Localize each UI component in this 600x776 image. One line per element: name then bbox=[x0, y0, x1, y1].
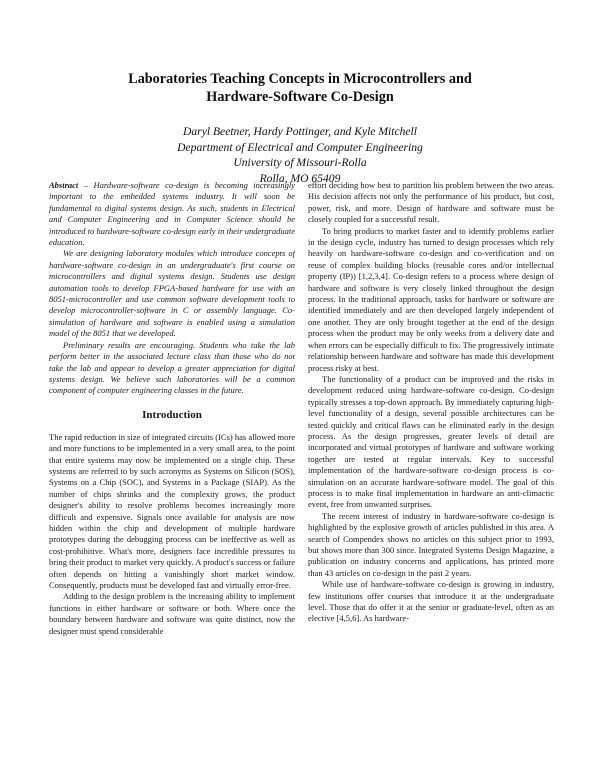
section-heading-introduction: Introduction bbox=[142, 408, 202, 421]
abstract-paragraph-1: Abstract – Hardware-software co-design is becoming increasingly important to the embedded systems industry. It will soon be fundamental to digital systems design. As such, students in Electrical and Computer Engineering and in Computer Science should be introduced to hardware-software co-design early in their undergraduate education. bbox=[49, 180, 295, 248]
author-department: Department of Electrical and Computer Engineering bbox=[177, 140, 423, 154]
abstract-paragraph-3: Preliminary results are encouraging. Students who take the lab perform better in the associated lecture class than those who do not take the lab and appear to develop a greater appreciation for digital systems design. We believe such laboratories will be a common component of computer engineering classes in the future. bbox=[49, 339, 295, 396]
left-column bbox=[49, 180, 295, 750]
paper-title bbox=[40, 70, 560, 106]
intro-paragraph-2: Adding to the design problem is the increasing ability to implement functions in either hardware or software or both. Where once the boundary between hardware and software was quite distinct, now the designer must spend considerable bbox=[49, 591, 295, 636]
intro-paragraph-7: While use of hardware-software co-design is growing in industry, few institutions offer courses that introduce it at the undergraduate level. Those that do offer it at the senior or graduate-level, often as an elective [4,5,6]. As hardware- bbox=[308, 579, 554, 624]
author-block bbox=[40, 124, 560, 186]
intro-paragraph-3: effort deciding how best to partition his problem between the two areas. His decision affects not only the performance of his product, but cost, power, risk, and more. Design of hardware and software must be closely coupled for a successful result. bbox=[308, 180, 554, 225]
title-line-2: Hardware-Software Co-Design bbox=[206, 89, 394, 105]
abstract bbox=[49, 180, 295, 397]
abstract-paragraph-2: We are designing laboratory modules which introduce concepts of hardware-software co-design in an undergraduate's first course on microcontrollers and digital systems design. Students use design automation tools to develop FPGA-based hardware for use with an 8051-microcontroller and use common software development tools to develop microcontroller-software in C or assembly language. Co-simulation of hardware and software is enabled using a simulation model of the 8051 that we developed. bbox=[49, 248, 295, 339]
intro-paragraph-4: To bring products to market faster and to identify problems earlier in the design cycle, industry has turned to design processes which rely heavily on hardware-software co-design and co-verification and on reuse of complex building blocks (reusable cores and/or intellectual property (IP)) [1,2,3,4]. Co-design refers to a process where design of hardware and software is very closely linked throughout the design process. In the traditional approach, tasks for hardware or software are identified immediately and are then developed largely independent of one another. They are only brought together at the end of the design process when the product may be only weeks from a delivery date and when errors can be especially difficult to fix. The progressively intimate relationship between hardware and software has made this development process risky at best. bbox=[308, 225, 554, 373]
intro-paragraph-5: The functionality of a product can be improved and the risks in development reduced using hardware-software co-design. Co-design typically stresses a top-down approach. By immediately capturing high-level functionality of a design, several possible architectures can be tested quickly and critical flaws can be eliminated early in the design process. As the design progresses, greater levels of detail are incorporated and virtual prototypes of hardware and software working together are tested at regular intervals. Key to successful implementation of the hardware-software co-design process is co-simulation on an accurate hardware-software model. The goal of this process is to make final implementation in hardware an anti-climactic event, free from unwanted surprises. bbox=[308, 373, 554, 510]
title-line-1: Laboratories Teaching Concepts in Microcontrollers and bbox=[128, 71, 472, 87]
intro-paragraph-1: The rapid reduction in size of integrated circuits (ICs) has allowed more and more functions to be implemented in a very small area, to the point that entire systems may now be implemented on a single chip. These systems are referred to by such acronyms as Systems on Silicon (SOS), Systems on a Chip (SOC), and Systems in a Package (SIAP). As the number of chips shrinks and the complexity grows, the product designer's ability to resolve problems becomes increasingly more difficult and expensive. Signals once available for analysis are now hidden within the chip and development of multiple hardware prototypes during the debugging process can be ineffective as well as cost-prohibitive. What's more, designers face incredible pressures to bring their product to market very quickly. A product's success or failure often depends on hitting a vanishingly short market window. Consequently, products must be developed fast and virtually error-free. bbox=[49, 431, 295, 590]
abstract-label: Abstract bbox=[49, 180, 79, 190]
right-column bbox=[308, 180, 554, 750]
author-location: Rolla, MO 65409 bbox=[259, 171, 341, 185]
title-block bbox=[40, 70, 560, 186]
intro-paragraph-6: The recent interest of industry in hardware-software co-design is highlighted by the explosive growth of articles published in this area. A search of Compendex shows no articles on this subject prior to 1993, but shows more than 300 since. Integrated Systems Design Magazine, a publication on industry concerns and applications, has printed more than 43 articles on co-design in the past 2 years. bbox=[308, 510, 554, 578]
author-names: Daryl Beetner, Hardy Pottinger, and Kyle Mitchell bbox=[183, 125, 417, 138]
author-university: University of Missouri-Rolla bbox=[233, 156, 367, 169]
